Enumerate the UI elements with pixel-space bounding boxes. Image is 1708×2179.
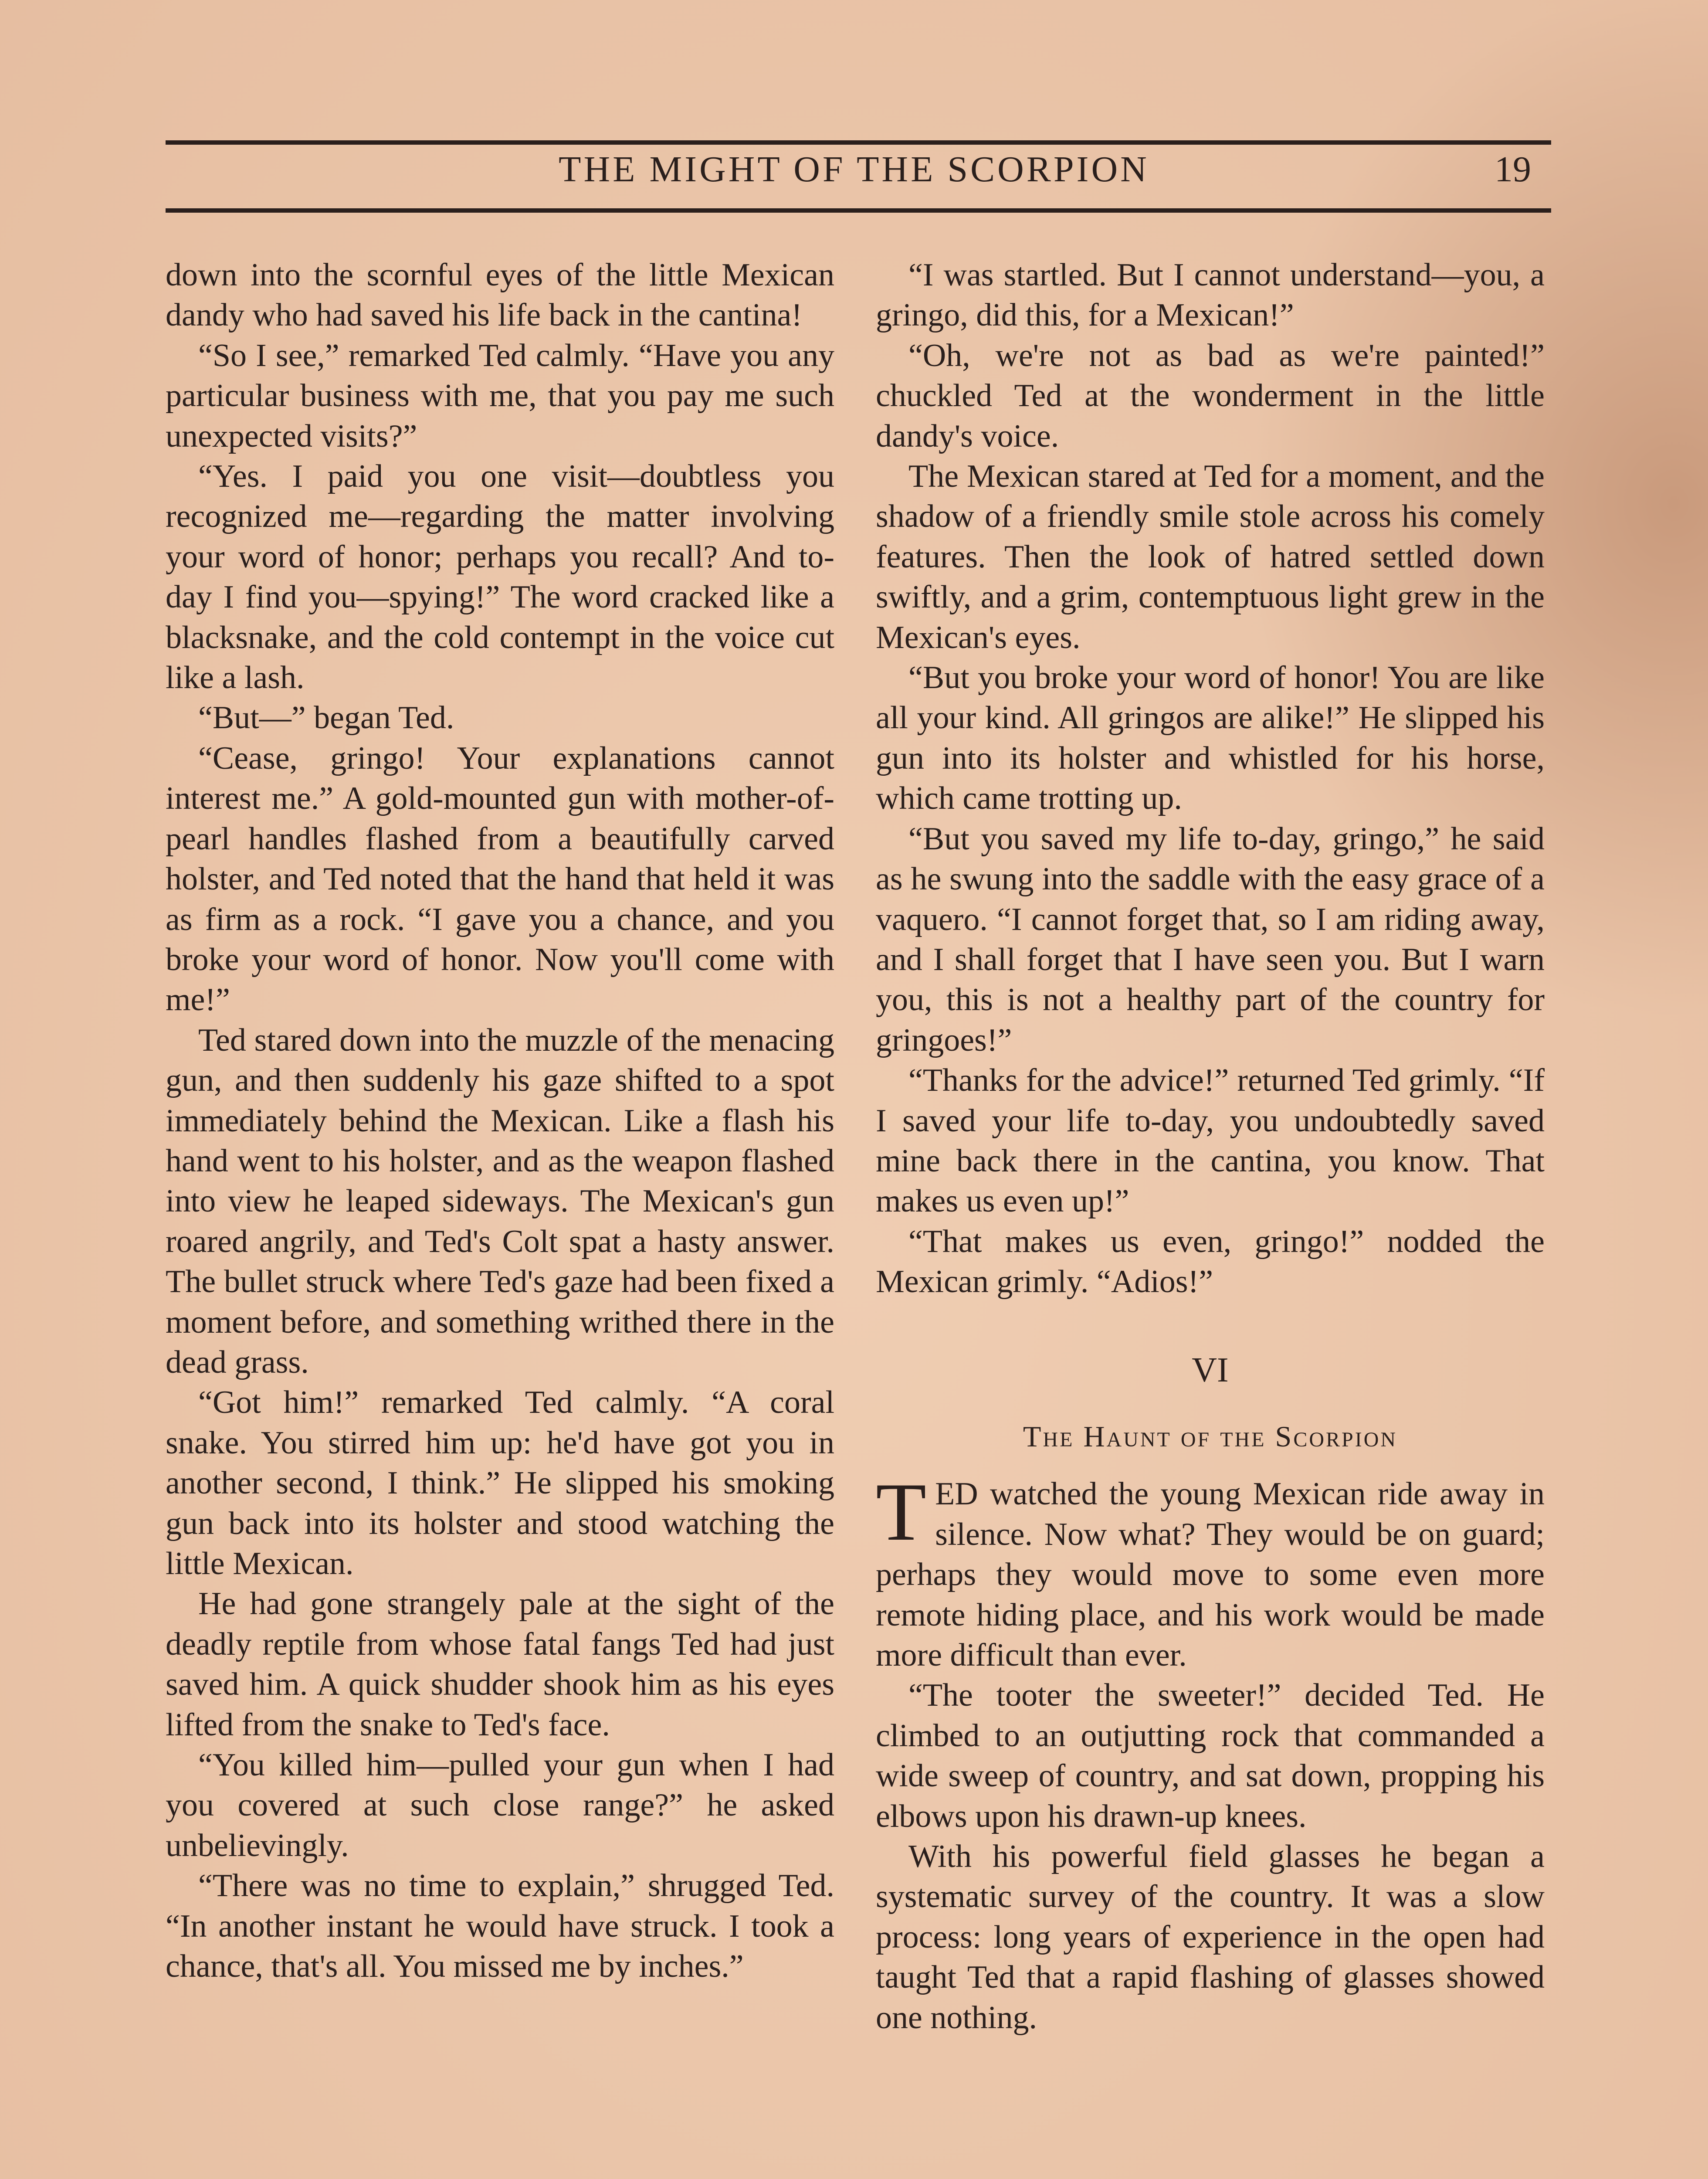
paragraph: He had gone strangely pale at the sight of the deadly reptile from whose fatal fangs Ted had just saved him. A quick shudder shook him as his eyes lifted from the snake to Ted's face. <box>166 1586 834 1743</box>
opening-paragraph <box>876 1466 1545 1675</box>
paragraph: “But—” began Ted. <box>198 700 454 736</box>
chapter-title: The Haunt of the Scorpion <box>1023 1419 1398 1453</box>
paragraph: “But you saved my life to-day, gringo,” he said as he swung into the saddle with the easy grace of a vaquero. “I cannot forget that, so I am riding away, and I shall forget that I have seen you. But I warn you, this is not a healthy part of the country for gringoes!” <box>876 821 1545 1058</box>
paragraph: “So I see,” remarked Ted calmly. “Have you any particular business with me, that you pay me such unexpected visits?” <box>166 337 834 454</box>
paragraph: “Yes. I paid you one visit—doubtless you recognized me—regarding the matter involving your word of honor; perhaps you recall? And to-day I find you—spying!” The word cracked like a blacksnake, and the cold contempt in the voice cut like a lash. <box>166 458 834 696</box>
opening-paragraph-text: ED watched the young Mexican ride away in silence. Now what? They would be on guard; perhaps they would move to some even more remote hiding place, and his work would be made more difficult than ever. <box>876 1476 1545 1673</box>
paragraph: “You killed him—pulled your gun when I had you covered at such close range?” he asked unbelievingly. <box>166 1747 834 1863</box>
chapter-number: VI <box>1192 1351 1229 1389</box>
paragraph: The Mexican stared at Ted for a moment, and the shadow of a friendly smile stole across his comely features. Then the look of hatred settled down swiftly, and a grim, contemptuous light grew in the Mexican's eyes. <box>876 458 1545 655</box>
left-column <box>166 255 834 1986</box>
paragraph: down into the scornful eyes of the little Mexican dandy who had saved his life back in the cantina! <box>166 257 834 333</box>
paragraph: With his powerful field glasses he began a systematic survey of the country. It was a slow process: long years of experience in the open had taught Ted that a rapid flashing of glasses showed one nothing. <box>876 1839 1545 2036</box>
paragraph: “Oh, we're not as bad as we're painted!” chuckled Ted at the wonderment in the little dandy's voice. <box>876 337 1545 454</box>
running-title: THE MIGHT OF THE SCORPION <box>559 149 1149 190</box>
header-rule-bottom <box>166 208 1551 213</box>
paragraph: “Got him!” remarked Ted calmly. “A coral snake. You stirred him up: he'd have got you in another second, I think.” He slipped his smoking gun back into its holster and stood watching the little Mexican. <box>166 1385 834 1582</box>
paragraph: “I was startled. But I cannot understand—you, a gringo, did this, for a Mexican!” <box>876 257 1545 333</box>
right-column <box>876 255 1545 2038</box>
paragraph: “There was no time to explain,” shrugged Ted. “In another instant he would have struck. I took a chance, that's all. You missed me by inches.” <box>166 1868 834 1985</box>
paragraph: “That makes us even, gringo!” nodded the Mexican grimly. “Adios!” <box>876 1223 1545 1300</box>
paragraph: “Thanks for the advice!” returned Ted grimly. “If I saved your life to-day, you undoubtedly saved mine back there in the cantina, you know. That makes us even up!” <box>876 1062 1545 1219</box>
paragraph: “Cease, gringo! Your explanations cannot interest me.” A gold-mounted gun with mother-of-pearl handles flashed from a beautifully carved holster, and Ted noted that the hand that held it was as firm as a rock. “I gave you a chance, and you broke your word of honor. Now you'll come with me!” <box>166 740 834 1018</box>
header-rule-top <box>166 140 1551 145</box>
paragraph: Ted stared down into the muzzle of the menacing gun, and then suddenly his gaze shifted to a spot immediately behind the Mexican. Like a flash his hand went to his holster, and as the weapon flashed into view he leaped sideways. The Mexican's gun roared angrily, and Ted's Colt spat a hasty answer. The bullet struck where Ted's gaze had been fixed a moment before, and something writhed there in the dead grass. <box>166 1022 834 1380</box>
paragraph: “But you broke your word of honor! You are like all your kind. All gringos are alike!” He slipped his gun into its holster and whistled for his horse, which came trotting up. <box>876 660 1545 817</box>
page-number: 19 <box>1494 149 1531 190</box>
drop-cap: T <box>876 1466 927 1558</box>
paragraph: “The tooter the sweeter!” decided Ted. He climbed to an outjutting rock that commanded a wide sweep of country, and sat down, propping his elbows upon his drawn-up knees. <box>876 1677 1545 1834</box>
